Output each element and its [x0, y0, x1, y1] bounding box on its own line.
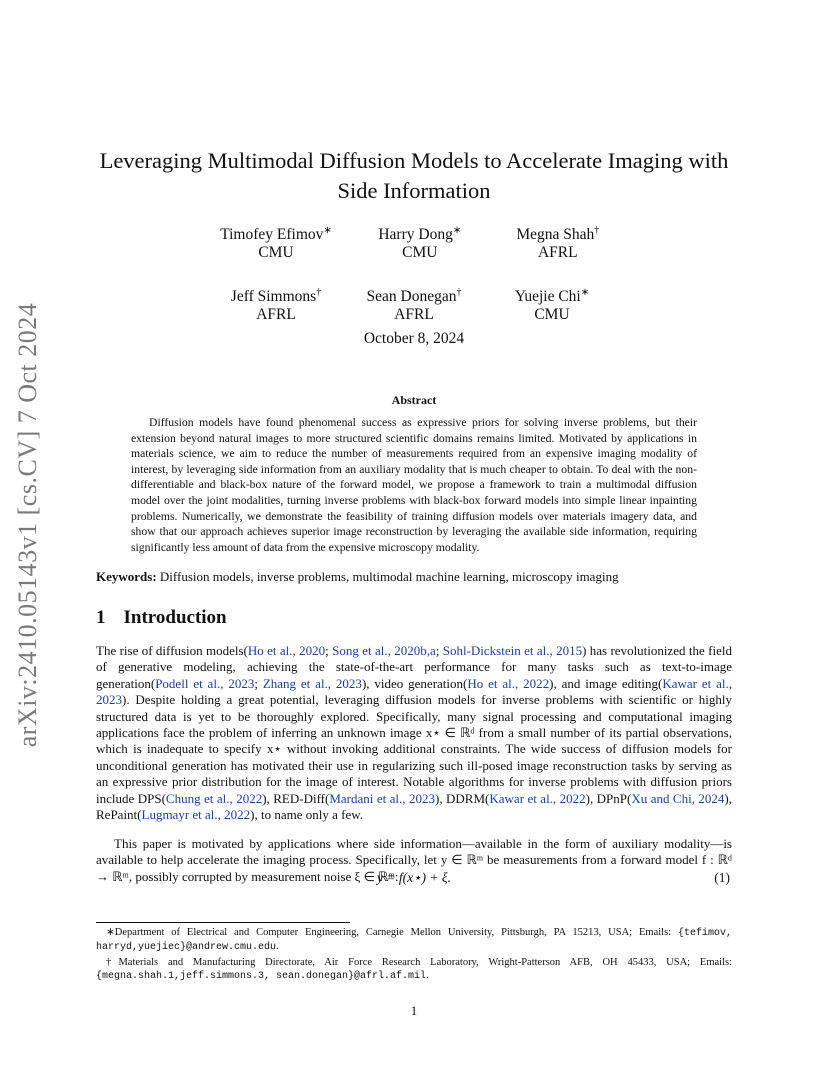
author: Megna Shah† AFRL [508, 222, 608, 262]
footnote-2: †Materials and Manufacturing Directorate, Air Force Research Laboratory, Wright-Patterson AFB, OH 45433, USA; Emails: {megna.shah.1,jeff.simmons.3, sean.donegan}@afrl.af.mil. [96, 957, 732, 982]
author-block [96, 222, 732, 346]
citation-link[interactable]: Ho et al., 2022 [467, 675, 550, 691]
paper-title: Leveraging Multimodal Diffusion Models to Accelerate Imaging with Side Information [99, 148, 729, 203]
citation-link[interactable]: Song et al., 2020b,a [332, 643, 436, 658]
citation-link[interactable]: Xu and Chi, 2024 [631, 790, 725, 806]
footnote-1: ∗Department of Electrical and Computer Engineering, Carnegie Mellon University, Pittsburgh, PA 15213, USA; Emails: {tefimov, harryd,yuejiec}@andrew.cmu.edu. [96, 927, 732, 953]
arxiv-identifier: arXiv:2410.05143v1 [cs.CV] 7 Oct 2024 [13, 302, 42, 748]
affiliation: AFRL [256, 306, 296, 324]
abstract-heading: Abstract [391, 393, 437, 407]
author-row-2 [96, 284, 732, 324]
abstract-text: Diffusion models have found phenomenal success as expressive priors for solving inverse problems, but their extension beyond natural images to more structured scientific domains remains limited. Motivated by applications in materials science, we aim to reduce the number of measurements required from an expensive imaging modality of interest, by leveraging side information from an auxiliary modality that is much cheaper to obtain. To deal with the non-differentiable and black-box nature of the forward model, we propose a framework to train a multimodal diffusion model over the joint modalities, turning inverse problems with black-box forward models into simple linear inpainting problems. Numerically, we demonstrate the feasibility of training diffusion models over materials imagery data, and show that our approach achieves superior image reconstruction by leveraging the available side information, requiring significantly less amount of data from the expensive microscopy modality. [131, 416, 697, 554]
publication-date: October 8, 2024 [363, 330, 465, 347]
citation-link[interactable]: Sohl-Dickstein et al., 2015 [442, 643, 583, 658]
footnote-divider [96, 922, 350, 923]
email-list: {tefimov, harryd,yuejiec}@andrew.cmu.edu [96, 928, 732, 953]
citation-link[interactable]: Chung et al., 2022 [165, 790, 263, 806]
affiliation: CMU [402, 244, 438, 262]
citation-link[interactable]: Ho et al., 2020 [247, 643, 326, 658]
email-list: {megna.shah.1,jeff.simmons.3, sean.donegan}@afrl.af.mil [96, 971, 427, 982]
author: Sean Donegan† AFRL [364, 284, 464, 324]
author: Yuejie Chi∗ CMU [502, 284, 602, 324]
citation-link[interactable]: Zhang et al., 2023 [262, 675, 362, 691]
section-heading: 1 Introduction [96, 607, 227, 628]
equation-expression: y = f(x⋆) + ξ. [376, 870, 452, 885]
citation-link[interactable]: Kawar et al., 2023 [96, 675, 732, 708]
equation-number: (1) [714, 870, 730, 885]
citation-link[interactable]: Lugmayr et al., 2022 [141, 807, 251, 823]
intro-paragraph-2: This paper is motivated by applications where side information—available in the form of auxiliary modality—is available to help accelerate the imaging process. Specifically, let y ∈ ℝᵐ be measurements from a forward model f : ℝᵈ → ℝᵐ, possibly corrupted by measurement noise ξ ∈ ℝᵐ: [96, 836, 732, 884]
citation-link[interactable]: Mardani et al., 2023 [329, 790, 435, 806]
citation-link[interactable]: Kawar et al., 2022 [489, 790, 586, 806]
affiliation: AFRL [394, 306, 434, 324]
affiliation: AFRL [537, 244, 578, 262]
affiliation: CMU [258, 244, 294, 262]
author: Timofey Efimov∗ CMU [220, 225, 332, 262]
citation-link[interactable]: Podell et al., 2023 [155, 675, 255, 691]
author: Jeff Simmons† AFRL [226, 284, 326, 324]
intro-paragraph-1: The rise of diffusion models(Ho et al., 2020; Song et al., 2020b,a; Sohl-Dickstein et al., 2015) has revolutionized the field of generative modeling, achieving the state-of-the-art performance for many tasks such as text-to-image generation(Podell et al., 2023; Zhang et al., 2023), video generation(Ho et al., 2022), and image editing(Kawar et al., 2023). Despite holding a great potential, leveraging diffusion models for inverse problems with scientific or highly structured data is yet to be thoroughly explored. Specifically, many signal processing and computational imaging applications face the problem of inferring an unknown image x⋆ ∈ ℝᵈ from a small number of its partial observations, which is inadequate to specify x⋆ without invoking additional constraints. The wide success of diffusion models for unconditional generation has motivated their use in regularizing such ill-posed image reconstruction tasks by serving as an expressive prior distribution for the image of interest. Notable algorithms for inverse problems with diffusion priors include DPS(Chung et al., 2022), RED-Diff(Mardani et al., 2023), DDRM(Kawar et al., 2022), DPnP(Xu and Chi, 2024), RePaint(Lugmayr et al., 2022), to name only a few. [96, 643, 732, 823]
author-row-1 [96, 222, 732, 262]
affiliation: CMU [534, 306, 570, 324]
author: Harry Dong∗ CMU [370, 222, 470, 262]
footnotes [96, 926, 732, 985]
keywords: Keywords: Diffusion models, inverse problems, multimodal machine learning, microscopy imaging [96, 569, 619, 584]
page-number: 1 [410, 1003, 418, 1018]
